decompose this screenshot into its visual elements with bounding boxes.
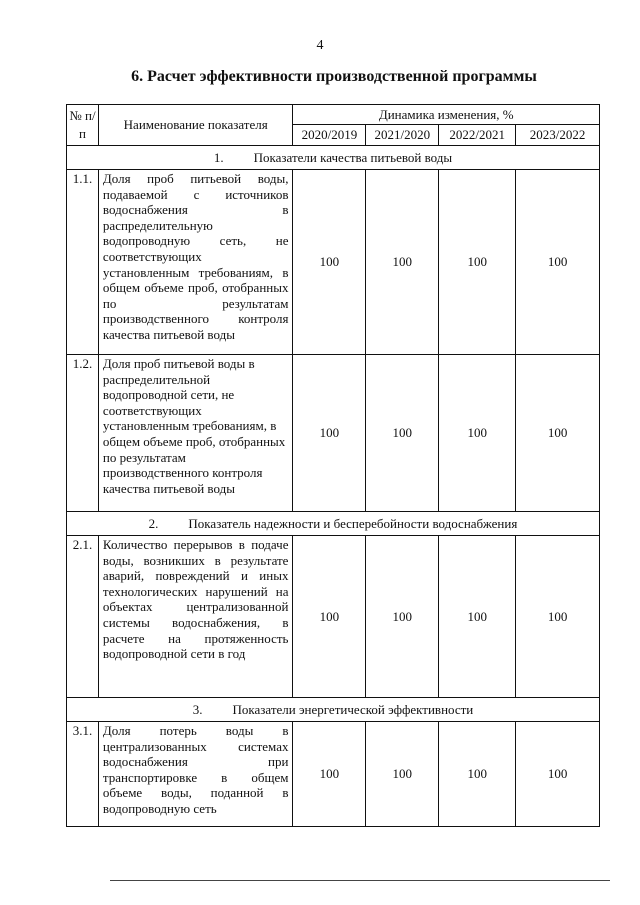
section-header [67, 512, 600, 536]
value-cell: 100 [439, 170, 516, 355]
value-cell: 100 [439, 722, 516, 827]
value-cell: 100 [516, 170, 600, 355]
value-cell: 100 [439, 355, 516, 512]
header-dynamics: Динамика изменения, % [293, 105, 600, 125]
indicator-name: Количество перерывов в подаче воды, возникших в результате аварий, повреждений и иных технологических нарушений на объектах централизованной системы водоснабжения, в расчете на протяженность водопроводной сети в год [98, 536, 293, 698]
header-year: 2021/2020 [366, 125, 439, 146]
section-title: Показатель надежности и бесперебойности водоснабжения [188, 515, 518, 531]
indicator-name: Доля проб питьевой воды, подаваемой с источников водоснабжения в распределительную водопроводную сеть, не соответствующих установленным требованиям, в общем объеме проб, отобранных по результатам производственного контроля качества питьевой воды [98, 170, 293, 355]
header-year: 2023/2022 [516, 125, 600, 146]
table-row [67, 355, 600, 512]
value-cell: 100 [293, 536, 366, 698]
value-cell: 100 [366, 536, 439, 698]
indicator-name: Доля потерь воды в централизованных системах водоснабжения при транспортировке в общем объеме воды, поданной в водопроводную сеть [98, 722, 293, 827]
page-number: 4 [316, 38, 324, 53]
document-title: 6. Расчет эффективности производственной программы [131, 68, 537, 85]
header-name: Наименование показателя [98, 105, 293, 146]
header-year: 2020/2019 [293, 125, 366, 146]
value-cell: 100 [293, 170, 366, 355]
row-number: 2.1. [67, 536, 99, 698]
section-number: 3. [192, 701, 203, 717]
row-number: 1.1. [67, 170, 99, 355]
value-cell: 100 [293, 722, 366, 827]
value-cell: 100 [366, 355, 439, 512]
row-number: 3.1. [67, 722, 99, 827]
section-title: Показатели энергетической эффективности [232, 701, 474, 717]
page-bottom-rule [110, 880, 610, 881]
row-number: 1.2. [67, 355, 99, 512]
header-num: № п/п [67, 105, 99, 146]
value-cell: 100 [516, 355, 600, 512]
value-cell: 100 [516, 722, 600, 827]
indicator-name: Доля проб питьевой воды в распределительной водопроводной сети, не соответствующих установленным требованиям, в общем объеме проб, отобранных по результатам производственного контроля качества питьевой воды [98, 355, 293, 512]
section-header [67, 698, 600, 722]
section-header [67, 146, 600, 170]
header-year: 2022/2021 [439, 125, 516, 146]
table-row [67, 722, 600, 827]
efficiency-table [66, 104, 600, 827]
table-row [67, 536, 600, 698]
value-cell: 100 [516, 536, 600, 698]
value-cell: 100 [366, 722, 439, 827]
section-number: 2. [148, 515, 159, 531]
section-title: Показатели качества питьевой воды [253, 149, 453, 165]
section-number: 1. [213, 149, 224, 165]
value-cell: 100 [439, 536, 516, 698]
value-cell: 100 [293, 355, 366, 512]
table-row [67, 170, 600, 355]
value-cell: 100 [366, 170, 439, 355]
